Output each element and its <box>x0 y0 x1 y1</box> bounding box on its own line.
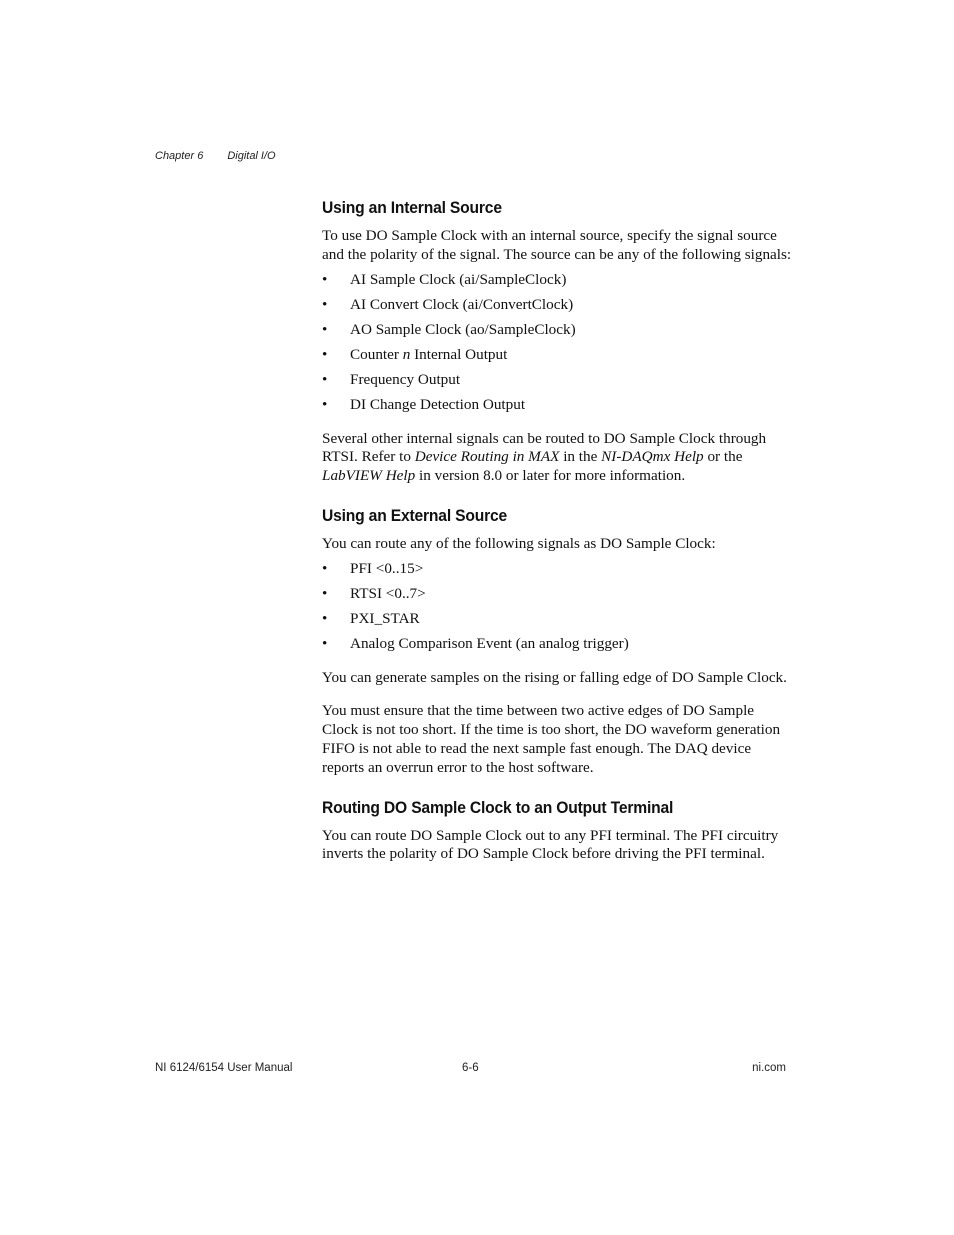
chapter-label: Chapter 6 <box>155 150 204 162</box>
list-item: • AI Convert Clock (ai/ConvertClock) <box>322 295 574 313</box>
heading-external-source: Using an External Source <box>322 505 508 525</box>
internal-source-intro: To use DO Sample Clock with an internal source, specify the signal source and the polarity of the signal. The source can be any of the following signals: <box>322 227 792 263</box>
bullet-mark: • <box>322 370 328 388</box>
heading-internal-source: Using an Internal Source <box>322 198 502 217</box>
internal-signals-list <box>322 271 792 415</box>
list-item: • Counter n Internal Output <box>322 345 508 363</box>
list-item: • PFI <0..15> <box>322 559 424 577</box>
edge-selection-paragraph: You can generate samples on the rising or falling edge of DO Sample Clock. <box>322 668 787 686</box>
list-item: • DI Change Detection Output <box>322 395 526 413</box>
bullet-mark: • <box>322 345 328 363</box>
heading-output-terminal: Routing DO Sample Clock to an Output Terminal <box>322 797 674 817</box>
main-content <box>322 198 792 864</box>
ref-daqmx-help: NI-DAQmx Help <box>601 448 704 466</box>
bullet-mark: • <box>322 295 328 313</box>
bullet-mark: • <box>322 320 328 338</box>
ref-device-routing: Device Routing in MAX <box>414 448 560 466</box>
bullet-mark: • <box>322 634 328 652</box>
list-item: • RTSI <0..7> <box>322 584 426 602</box>
list-item: • PXI_STAR <box>322 609 420 627</box>
list-item: • Analog Comparison Event (an analog trigger) <box>322 634 629 652</box>
internal-source-routing-note: Several other internal signals can be routed to DO Sample Clock through RTSI. Refer to Device Routing in MAX in the NI-DAQmx Help or the LabVIEW Help in version 8.0 or later for more information. <box>322 429 767 485</box>
section-label: Digital I/O <box>227 150 276 162</box>
bullet-mark: • <box>322 270 328 288</box>
footer-website: ni.com <box>752 1062 786 1074</box>
counter-variable: n <box>402 345 411 363</box>
external-signals-list <box>322 560 792 654</box>
list-item: • AO Sample Clock (ao/SampleClock) <box>322 320 576 338</box>
bullet-mark: • <box>322 584 328 602</box>
footer-manual-title: NI 6124/6154 User Manual <box>155 1062 293 1074</box>
list-item: • AI Sample Clock (ai/SampleClock) <box>322 270 567 288</box>
output-terminal-paragraph: You can route DO Sample Clock out to any PFI terminal. The PFI circuitry inverts the polarity of DO Sample Clock before driving the PFI terminal. <box>322 826 779 863</box>
bullet-mark: • <box>322 609 328 627</box>
overrun-warning-paragraph: You must ensure that the time between two active edges of DO Sample Clock is not too short. If the time is too short, the DO waveform generation FIFO is not able to read the next sample fast enough. The DAQ device reports an overrun error to the host software. <box>322 702 781 776</box>
running-header <box>155 150 276 162</box>
bullet-mark: • <box>322 559 328 577</box>
footer-page-number: 6-6 <box>462 1062 479 1074</box>
list-item: • Frequency Output <box>322 370 461 388</box>
external-source-intro: You can route any of the following signals as DO Sample Clock: <box>322 534 716 552</box>
ref-labview-help: LabVIEW Help <box>322 467 416 485</box>
bullet-mark: • <box>322 395 328 413</box>
